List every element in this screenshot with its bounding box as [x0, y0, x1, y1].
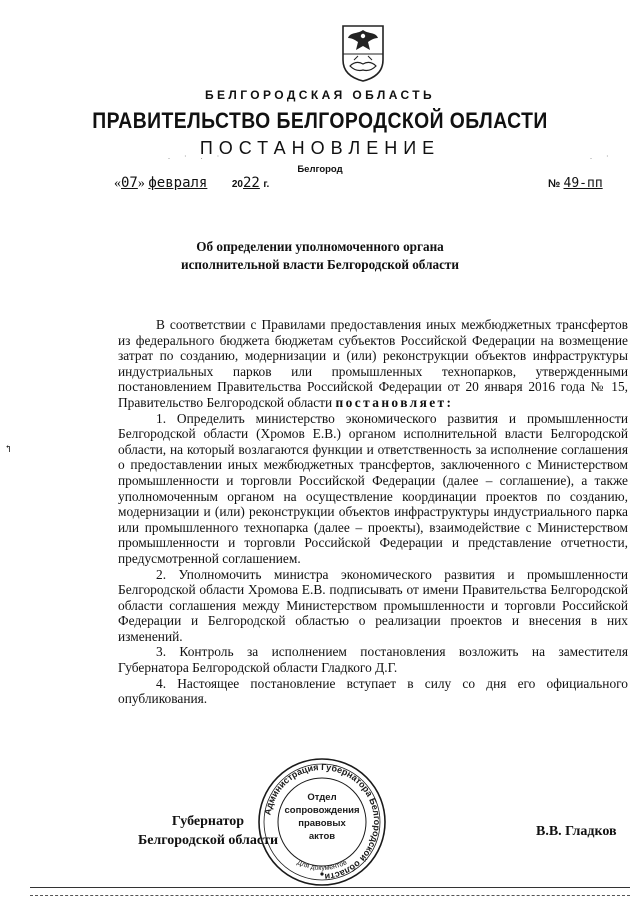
date-year-abbr: г. [263, 179, 270, 190]
date-year-prefix: 20 [231, 179, 243, 190]
margin-mark: ↰ [4, 444, 13, 455]
region-heading: БЕЛГОРОДСКАЯ ОБЛАСТЬ [205, 88, 435, 102]
position-line-1: Губернатор [171, 814, 245, 829]
date-open-quote: « [114, 176, 121, 191]
date-month: февраля [148, 175, 208, 191]
scan-specks: . · . · [168, 152, 226, 161]
intro-text: В соответствии с Правилами предоставления иных межбюджетных трансфертов из федерального бюджета бюджетам субъектов Российской Федерации на возмещение затрат по созданию, модернизации и (или) реконструкции объектов инфраструктуры индустриальных парков или промышленных технопарков, утвержденными постановлением Правительства Российской Федерации от 20 января 2016 года № 15, Правительство Белгородской области [118, 317, 628, 410]
stamp-line-3: правовых [298, 818, 346, 829]
document-title [0, 238, 640, 274]
signatory-name: В.В. Гладков [536, 824, 617, 839]
city-label: Белгород [297, 164, 343, 175]
scan-specks: . · [590, 152, 615, 161]
clause-3: 3. Контроль за исполнением постановления возложить на заместителя Губернатора Белгородской области Гладкого Д.Г. [118, 644, 628, 676]
date-day: 07 [121, 175, 138, 191]
document-type-heading: ПОСТАНОВЛЕНИЕ [199, 138, 441, 158]
coat-of-arms-emblem [340, 24, 386, 82]
stamp-line-1: Отдел [307, 792, 337, 803]
stamp-line-4: актов [308, 831, 336, 842]
stamp-outer-text: Администрация Губернатора Белгородской области [262, 761, 383, 882]
government-heading: ПРАВИТЕЛЬСТВО БЕЛГОРОДСКОЙ ОБЛАСТИ [92, 108, 548, 133]
date-close-quote: » [137, 176, 145, 191]
date-year-suffix: 22 [243, 175, 260, 191]
clause-4: 4. Настоящее постановление вступает в силу со дня его официального опубликования. [118, 675, 628, 707]
signatory-position [118, 812, 298, 850]
stamp-line-5: Для документов [295, 859, 349, 873]
resolves-keyword: постановляет: [335, 394, 454, 410]
position-line-2: Белгородской области [137, 833, 279, 848]
clause-1: 1. Определить министерство экономического развития и промышленности Белгородской области (Хромов Е.В.) органом исполнительной власти Белгородской области, на который возлагаются функции и ответственность за исполнение соглашения о предоставлении иных межбюджетных трансфертов, заключенного с Министерством промышленности и торговли Российской Федерации (далее – соглашение), а также уполномоченным органом на осуществление координации проектов по созданию, модернизации и (или) реконструкции объектов инфраструктуры индустриального парка или промышленного технопарка (далее – проекты), взаимодействие с Министерством промышленности и торговли Российской Федерации и представление отчетности, предусмотренной соглашением. [118, 410, 628, 566]
footer-divider-dashed [30, 895, 630, 896]
stamp-line-2: сопровождения [284, 805, 360, 816]
title-line-2: исполнительной власти Белгородской области [180, 257, 459, 272]
number-value: 49-пп [563, 176, 603, 191]
title-line-1: Об определении уполномоченного органа [196, 239, 444, 254]
number-sign: № [548, 178, 561, 190]
clause-2: 2. Уполномочить министра экономического развития и промышленности Белгородской области Хромова Е.В. подписывать от имени Правительства Белгородской области соглашения между Министерством промышленности и торговли Российской Федерации и Белгородской областью о реализации проектов и внесения в них изменений. [118, 566, 628, 644]
footer-divider [30, 887, 630, 888]
document-body [118, 317, 628, 707]
intro-paragraph [118, 317, 628, 411]
document-number [548, 175, 603, 191]
document-date [114, 175, 269, 192]
